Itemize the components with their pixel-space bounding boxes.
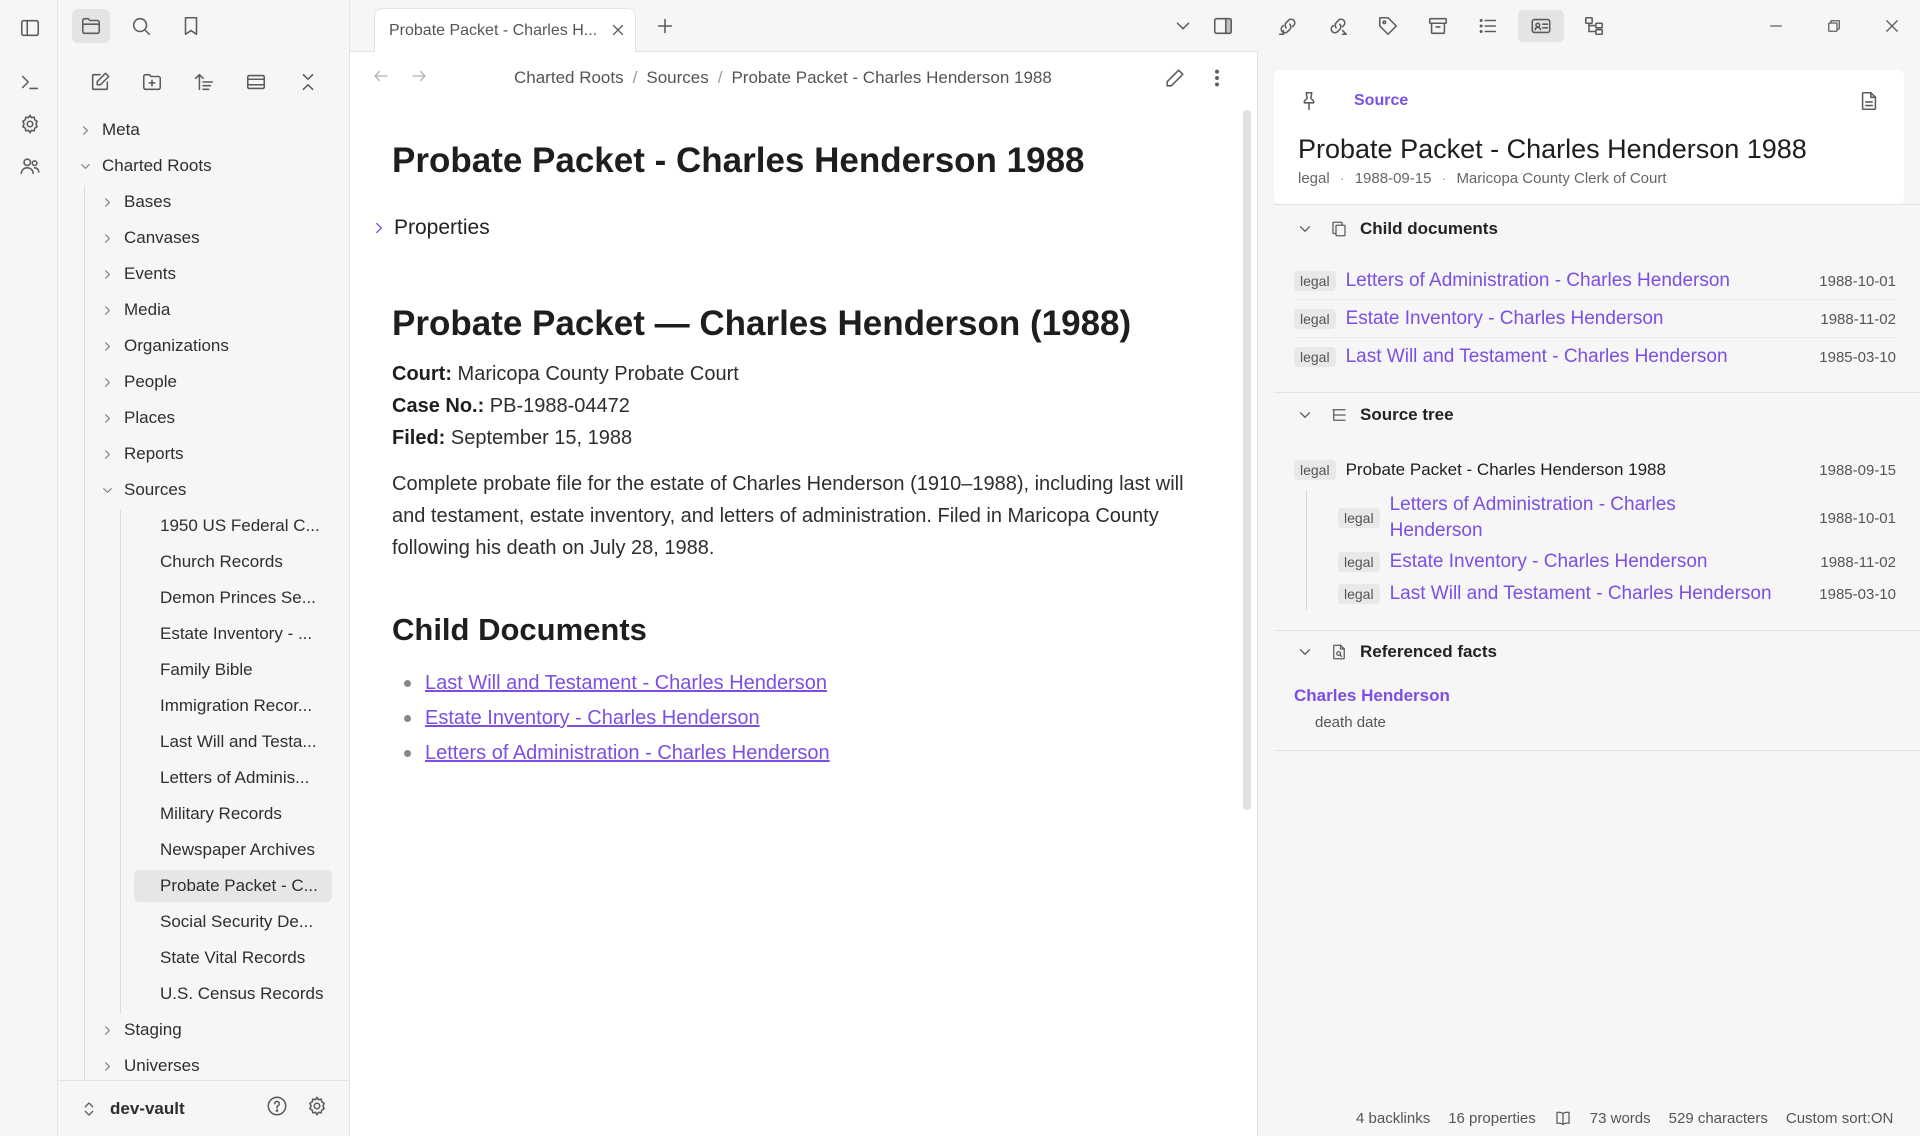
tree-child-link-line1: Letters of Administration - Charles [1389, 494, 1676, 515]
tree-item-label: Estate Inventory - ... [160, 624, 313, 643]
document-date: 1988-09-15 [1819, 461, 1896, 479]
document-date: 1988-11-02 [1820, 553, 1896, 571]
tree-item-label: Charted Roots [102, 156, 212, 175]
section-title: Source tree [1360, 405, 1454, 424]
updown-chevron-icon[interactable] [80, 1100, 98, 1118]
source-meta [1298, 170, 1667, 187]
tree-file[interactable] [134, 510, 332, 542]
new-tab-plus-icon[interactable] [654, 15, 676, 37]
outline-icon[interactable] [1468, 10, 1508, 42]
chevron-down-icon [94, 483, 120, 498]
tab-probate-packet[interactable] [374, 8, 636, 52]
description-paragraph: Complete probate file for the estate of Charles Henderson (1910–1988), including last will and testament, estate inventory, and letters of administration. Filed in Maricopa County following his death on July 28, 1988. [392, 473, 1184, 559]
tree-folder[interactable] [72, 114, 332, 146]
source-tree-child-row[interactable] [1338, 490, 1896, 546]
note-title[interactable]: Probate Packet - Charles Henderson 1988 [392, 141, 1085, 180]
file-tree [72, 114, 332, 1080]
document-date: 1985-03-10 [1819, 585, 1896, 603]
tree-item-label: Immigration Recor... [160, 696, 313, 715]
tree-folder[interactable] [94, 330, 332, 362]
type-badge: legal [1294, 460, 1336, 480]
type-badge: legal [1338, 584, 1380, 604]
chevron-right-icon [94, 447, 120, 462]
tree-file[interactable] [134, 546, 332, 578]
restore-icon[interactable] [1822, 14, 1846, 38]
tree-file[interactable] [134, 906, 332, 938]
case-details [392, 358, 1212, 454]
tree-folder[interactable] [94, 294, 332, 326]
tab-list-chevron-down-icon[interactable] [1172, 15, 1194, 37]
breadcrumb [514, 68, 1052, 88]
fact-detail: death date [1315, 714, 1386, 731]
right-toolbar [1258, 0, 1920, 52]
tree-item-label: Organizations [124, 336, 229, 355]
close-icon[interactable] [609, 21, 627, 39]
meta-separator: · [1441, 170, 1447, 187]
properties-toggle[interactable] [392, 216, 1212, 240]
tree-child-link[interactable] [1390, 492, 1676, 544]
tree-item-label: People [124, 372, 177, 391]
source-repository: Maricopa County Clerk of Court [1456, 170, 1667, 187]
people-icon[interactable] [14, 150, 46, 182]
type-badge: legal [1294, 309, 1336, 329]
more-options-icon[interactable] [1206, 67, 1228, 89]
vault-name[interactable]: dev-vault [110, 1098, 185, 1118]
breadcrumb-separator: / [632, 68, 638, 87]
tree-file[interactable] [134, 654, 332, 686]
note-content [392, 140, 1212, 771]
case-label: Case No.: [392, 395, 485, 417]
tree-child-link[interactable]: Estate Inventory - Charles Henderson [1389, 551, 1708, 572]
note-heading: Probate Packet — Charles Henderson (1988) [392, 304, 1132, 343]
tree-item-label: Social Security De... [160, 912, 314, 931]
tree-file[interactable] [134, 942, 332, 974]
source-tree-icon[interactable] [1574, 10, 1614, 42]
status-bar [1310, 1100, 1920, 1136]
child-document-row[interactable] [1294, 300, 1896, 338]
tree-item-label: Events [124, 264, 176, 283]
source-panel [1258, 0, 1920, 1136]
chevron-down-icon [1296, 643, 1314, 661]
chevron-right-icon [72, 123, 98, 138]
search-tab[interactable] [122, 9, 160, 43]
document-search-icon [1330, 643, 1348, 661]
child-document-link[interactable]: Estate Inventory - Charles Henderson [425, 707, 760, 729]
tree-item-label: Letters of Adminis... [160, 768, 310, 787]
type-badge: legal [1338, 508, 1380, 528]
tree-item-label: State Vital Records [160, 948, 306, 967]
bullet [404, 750, 411, 757]
bullet [404, 680, 411, 687]
child-document-link[interactable]: Letters of Administration - Charles Henderson [425, 742, 830, 764]
tree-file[interactable] [134, 762, 332, 794]
forward-arrow-icon[interactable] [410, 67, 428, 85]
list-item [392, 701, 1212, 736]
tree-child-link-line2: Henderson [1389, 520, 1483, 541]
vault-settings-icon[interactable] [306, 1095, 328, 1117]
custom-sort-status[interactable]: Custom sort:ON [1785, 1109, 1894, 1127]
chevron-right-icon [94, 303, 120, 318]
child-document-link[interactable]: Last Will and Testament - Charles Henderson [425, 672, 828, 694]
tree-item-label: Demon Princes Se... [160, 588, 316, 607]
tree-item-label: Media [124, 300, 171, 319]
document-date: 1988-10-01 [1819, 272, 1896, 290]
tree-file[interactable] [134, 690, 332, 722]
case-value: PB-1988-04472 [484, 395, 630, 417]
child-document-link[interactable]: Last Will and Testament - Charles Henderson [1345, 346, 1728, 367]
list-item [392, 736, 1212, 771]
child-document-row[interactable] [1294, 262, 1896, 300]
file-explorer-actions [58, 62, 350, 102]
tree-folder[interactable] [94, 222, 332, 254]
tree-folder[interactable] [94, 402, 332, 434]
fact-person-link[interactable]: Charles Henderson [1294, 686, 1450, 705]
editor-pane [350, 0, 1258, 1136]
bookmarks-tab[interactable] [172, 9, 210, 43]
chevron-right-icon [94, 231, 120, 246]
tree-list-icon [1330, 406, 1348, 424]
tree-folder[interactable] [72, 150, 332, 182]
tab-title: Probate Packet - Charles H... [389, 21, 598, 39]
source-summary-card [1274, 70, 1904, 204]
edit-pencil-icon[interactable] [1164, 67, 1186, 89]
child-document-link[interactable]: Estate Inventory - Charles Henderson [1345, 308, 1664, 329]
chevron-right-icon [94, 339, 120, 354]
list-item [392, 666, 1212, 701]
chevron-right-icon [94, 195, 120, 210]
case-line [392, 390, 1212, 422]
chevron-right-icon [94, 267, 120, 282]
section-divider [1274, 392, 1920, 393]
sort-button[interactable] [187, 65, 221, 99]
filed-line [392, 422, 1212, 454]
type-badge: legal [1294, 271, 1336, 291]
ribbon [0, 0, 58, 1136]
tree-root-label: Probate Packet - Charles Henderson 1988 [1345, 460, 1666, 479]
tree-item-label: Staging [124, 1020, 182, 1039]
tree-file[interactable] [134, 582, 332, 614]
tree-folder[interactable] [94, 1014, 332, 1046]
minimize-icon[interactable] [1764, 14, 1788, 38]
auto-reveal-button[interactable] [239, 65, 273, 99]
vault-switcher [58, 1080, 350, 1136]
filed-value: September 15, 1988 [445, 427, 633, 449]
character-count: 529 characters [1668, 1109, 1768, 1127]
child-documents-section-header[interactable] [1296, 215, 1498, 243]
tree-item-label: Church Records [160, 552, 283, 571]
source-date: 1988-09-15 [1354, 170, 1432, 187]
source-tree-child-row[interactable] [1338, 546, 1896, 578]
terminal-icon[interactable] [14, 66, 46, 98]
tree-item-label: Places [124, 408, 176, 427]
outgoing-links-icon[interactable] [1318, 10, 1358, 42]
section-title: Child documents [1360, 219, 1498, 238]
word-count: 73 words [1589, 1109, 1651, 1127]
tree-item-label: Family Bible [160, 660, 253, 679]
filed-label: Filed: [392, 427, 446, 449]
tree-folder[interactable] [94, 258, 332, 290]
child-document-link[interactable]: Letters of Administration - Charles Henderson [1345, 270, 1731, 291]
breadcrumb-separator: / [717, 68, 723, 87]
chevron-right-icon [370, 219, 388, 237]
child-document-row[interactable] [1294, 338, 1896, 376]
document-icon[interactable] [1858, 90, 1880, 112]
reading-mode-book-icon[interactable] [1554, 1109, 1572, 1127]
tree-item-label: Universes [124, 1056, 200, 1075]
tree-file[interactable] [134, 726, 332, 758]
type-badge: legal [1294, 347, 1336, 367]
archive-icon[interactable] [1418, 10, 1458, 42]
document-date: 1988-11-02 [1820, 310, 1896, 328]
tree-item-label: U.S. Census Records [160, 984, 324, 1003]
toggle-right-sidebar-icon[interactable] [1212, 15, 1234, 37]
editor-scrollbar[interactable] [1243, 110, 1251, 810]
tree-item-label: Meta [102, 120, 140, 139]
source-type: legal [1298, 170, 1330, 187]
tree-file[interactable] [134, 834, 332, 866]
breadcrumb-item[interactable]: Charted Roots [514, 68, 624, 87]
tree-item-label: Reports [124, 444, 184, 463]
breadcrumb-item[interactable]: Sources [646, 68, 709, 87]
child-documents-list [392, 666, 1212, 771]
tree-file[interactable] [134, 618, 332, 650]
source-kind-label: Source [1354, 92, 1409, 109]
source-tree-child-row[interactable] [1338, 578, 1896, 610]
court-line [392, 358, 1212, 390]
tree-file[interactable] [134, 870, 332, 902]
source-tree-root-row[interactable] [1294, 451, 1896, 489]
tree-child-link[interactable]: Last Will and Testament - Charles Henderson [1389, 583, 1772, 604]
tree-indent-guide [84, 186, 85, 1080]
tree-indent-guide [120, 510, 121, 1014]
tree-item-label: 1950 US Federal C... [160, 516, 320, 535]
tree-item-label: Sources [124, 480, 187, 499]
tree-folder[interactable] [94, 366, 332, 398]
new-note-button[interactable] [83, 65, 117, 99]
toggle-sidebar-icon[interactable] [14, 12, 46, 44]
tree-folder[interactable] [94, 438, 332, 470]
chevron-down-icon [1296, 406, 1314, 424]
tree-guide-line [1306, 490, 1307, 610]
type-badge: legal [1338, 552, 1380, 572]
referenced-facts-section-header[interactable] [1296, 638, 1497, 666]
help-icon[interactable] [266, 1095, 288, 1117]
section-divider [1274, 750, 1920, 751]
tags-icon[interactable] [1368, 10, 1408, 42]
new-folder-button[interactable] [135, 65, 169, 99]
tree-folder[interactable] [94, 474, 332, 506]
tree-item-label: Canvases [124, 228, 200, 247]
document-date: 1988-10-01 [1819, 509, 1896, 527]
back-arrow-icon[interactable] [372, 67, 390, 85]
bullet [404, 715, 411, 722]
tree-folder[interactable] [94, 1050, 332, 1080]
collapse-all-button[interactable] [291, 65, 325, 99]
chevron-right-icon [94, 375, 120, 390]
meta-separator: · [1339, 170, 1345, 187]
chevron-right-icon [94, 1059, 120, 1074]
window-close-icon[interactable] [1880, 14, 1904, 38]
chevron-down-icon [1296, 220, 1314, 238]
source-card-icon[interactable] [1518, 10, 1564, 42]
tree-folder[interactable] [94, 186, 332, 218]
source-tree-section-header[interactable] [1296, 401, 1454, 429]
tree-item-label: Probate Packet - C... [160, 876, 318, 895]
tab-bar [350, 0, 1258, 52]
copy-documents-icon [1330, 220, 1348, 238]
section-title: Referenced facts [1360, 642, 1498, 661]
gear-icon[interactable] [14, 108, 46, 140]
court-label: Court: [392, 363, 452, 385]
court-value: Maricopa County Probate Court [451, 363, 739, 385]
backlinks-icon[interactable] [1268, 10, 1308, 42]
files-tab[interactable] [72, 9, 110, 43]
tree-item-label: Last Will and Testa... [160, 732, 317, 751]
chevron-right-icon [94, 411, 120, 426]
section-divider [1274, 204, 1920, 205]
backlinks-count[interactable]: 4 backlinks [1356, 1109, 1431, 1127]
pin-icon[interactable] [1298, 90, 1320, 112]
properties-label: Properties [394, 216, 490, 239]
tree-file[interactable] [134, 798, 332, 830]
tree-file[interactable] [134, 978, 332, 1010]
child-documents-heading: Child Documents [392, 612, 647, 647]
tree-item-label: Military Records [160, 804, 282, 823]
tree-item-label: Bases [124, 192, 172, 211]
file-explorer-sidebar [58, 0, 350, 1136]
view-header [350, 52, 1258, 104]
breadcrumb-item[interactable]: Probate Packet - Charles Henderson 1988 [731, 68, 1052, 87]
chevron-down-icon [72, 159, 98, 174]
document-date: 1985-03-10 [1819, 348, 1896, 366]
sidebar-tab-bar [58, 0, 350, 52]
source-title: Probate Packet - Charles Henderson 1988 [1298, 134, 1807, 164]
properties-count: 16 properties [1448, 1109, 1536, 1127]
tree-item-label: Newspaper Archives [160, 840, 315, 859]
chevron-right-icon [94, 1023, 120, 1038]
section-divider [1274, 630, 1920, 631]
